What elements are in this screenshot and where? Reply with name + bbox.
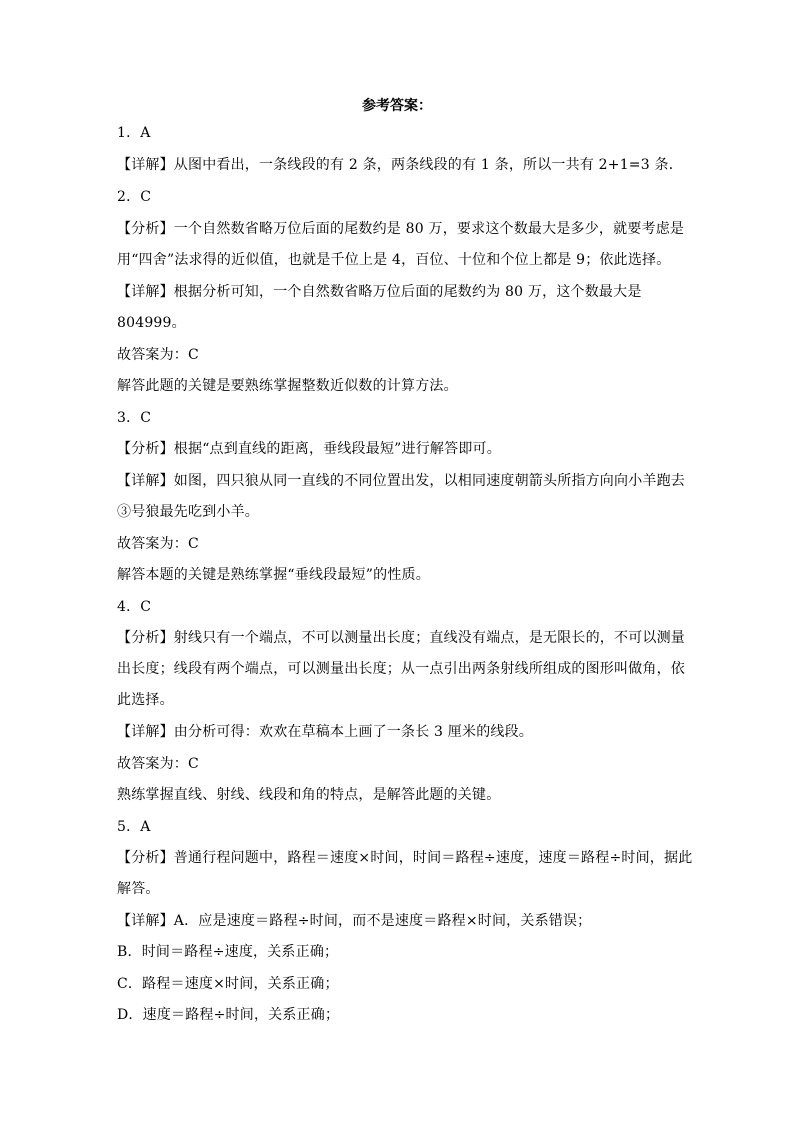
analysis-line: 【分析】一个自然数省略万位后面的尾数约是 80 万，要求这个数最大是多少，就要考虑是 (117, 221, 685, 237)
explanation-line: 【详解】由分析可得：欢欢在草稿本上画了一条长 3 厘米的线段。 (117, 724, 534, 740)
explanation-line: 【详解】从图中看出，一条线段的有 2 条，两条线段的有 1 条，所以一共有 2+1=3 条． (117, 157, 683, 173)
analysis-line: 【分析】射线只有一个端点，不可以测量出长度；直线没有端点，是无限长的，不可以测量 (117, 630, 685, 646)
analysis-line: 用“四舍”法求得的近似值，也就是千位上是 4，百位、十位和个位上都是 9；依此选择。 (117, 252, 671, 268)
answer-number: 5．A (117, 819, 151, 835)
explanation-line: ③号狼最先吃到小羊。 (117, 504, 259, 520)
option-line: C．路程＝速度×时间，关系正确； (117, 976, 339, 992)
explanation-line: 【详解】根据分析可知，一个自然数省略万位后面的尾数约为 80 万，这个数最大是 (117, 284, 642, 300)
answer-number: 1．A (117, 125, 151, 141)
page-title: 参考答案： (362, 98, 432, 114)
analysis-line: 【分析】普通行程问题中，路程＝速度×时间，时间＝路程÷速度，速度＝路程÷时间，据此 (117, 850, 693, 866)
analysis-line: 解答。 (117, 881, 160, 897)
answer-line: 故答案为：C (117, 536, 199, 552)
explanation-line: 【详解】A．应是速度＝路程÷时间，而不是速度＝路程×时间，关系错误； (117, 913, 592, 929)
answer-line: 故答案为：C (117, 756, 199, 772)
summary-line: 熟练掌握直线、射线、线段和角的特点，是解答此题的关键。 (117, 787, 501, 803)
answer-line: 故答案为：C (117, 347, 199, 363)
explanation-line: 804999。 (117, 315, 186, 331)
analysis-line: 此选择。 (117, 692, 174, 708)
analysis-line: 【分析】根据“点到直线的距离，垂线段最短”进行解答即可。 (117, 441, 501, 457)
summary-line: 解答此题的关键是要熟练掌握整数近似数的计算方法。 (117, 378, 458, 394)
option-line: B．时间＝路程÷速度，关系正确； (117, 944, 339, 960)
answer-number: 4．C (117, 599, 152, 615)
answer-number: 2．C (117, 189, 152, 205)
option-line: D．速度＝路程÷时间，关系正确； (117, 1007, 340, 1023)
answer-number: 3．C (117, 410, 152, 426)
explanation-line: 【详解】如图，四只狼从同一直线的不同位置出发，以相同速度朝箭头所指方向向小羊跑去 (117, 473, 685, 489)
analysis-line: 出长度；线段有两个端点，可以测量出长度；从一点引出两条射线所组成的图形叫做角，依 (117, 661, 685, 677)
summary-line: 解答本题的关键是熟练掌握“垂线段最短”的性质。 (117, 567, 430, 583)
